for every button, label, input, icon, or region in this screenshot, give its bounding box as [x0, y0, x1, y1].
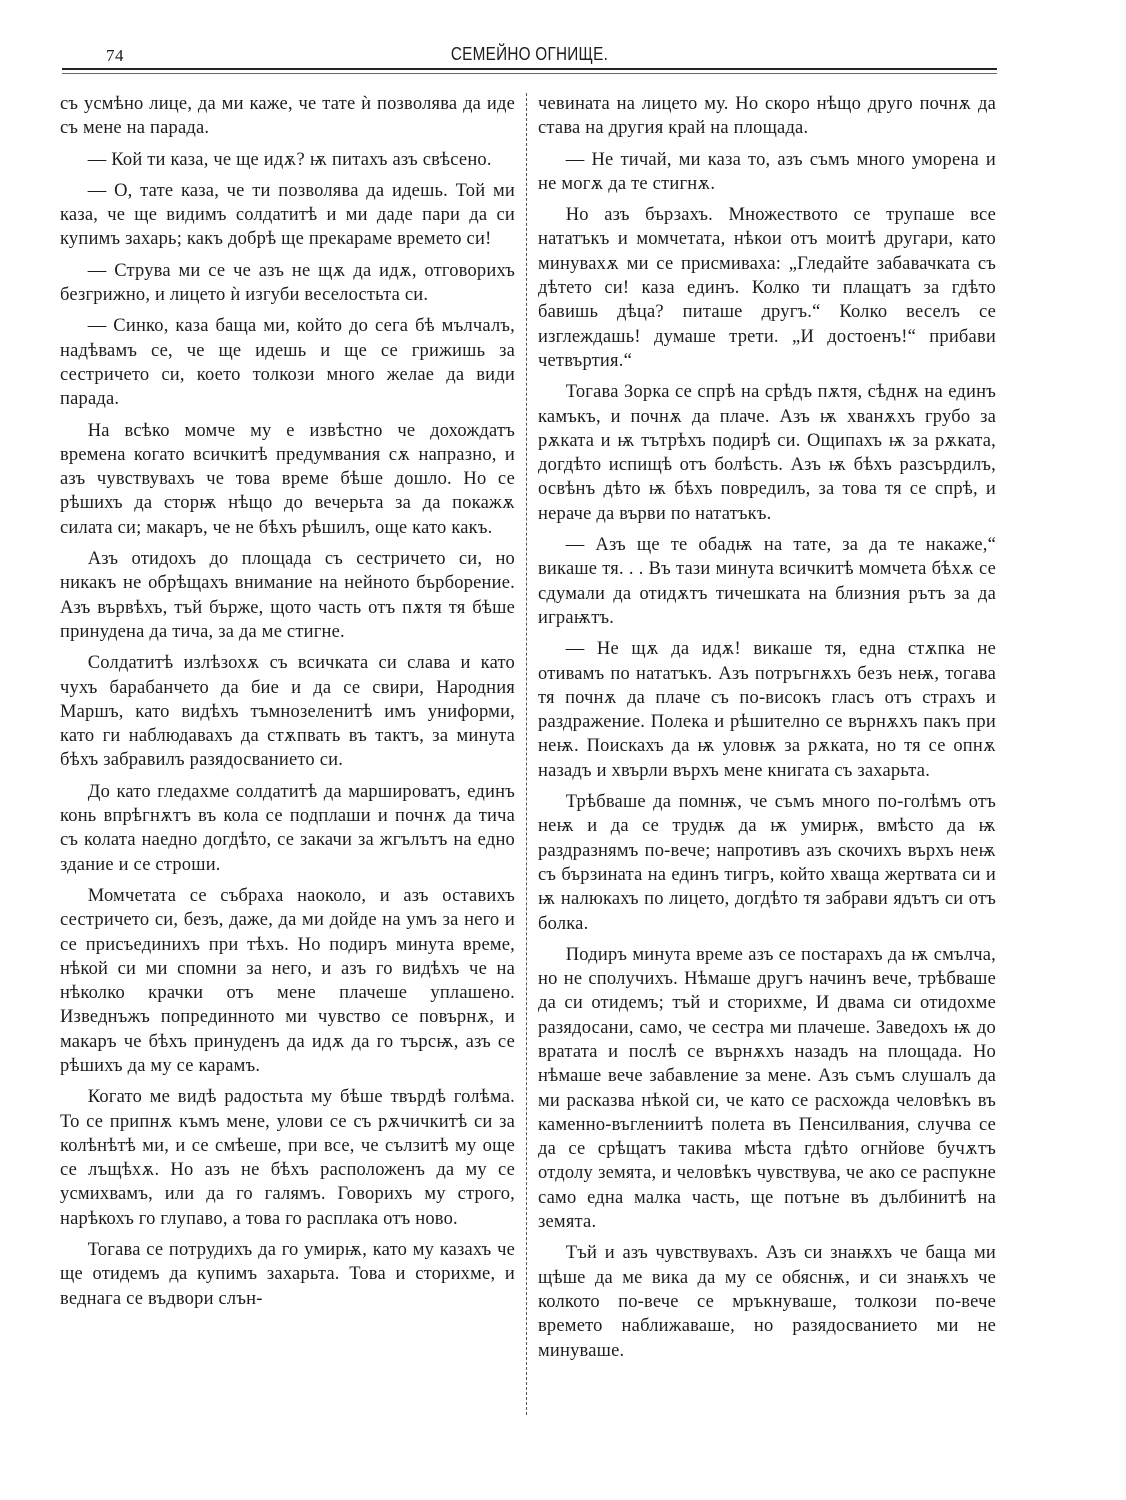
- paragraph: — Азъ ще те обадѭ на тате, за да те накаже,“ викаше тя. . . Въ тази минута всичкитѣ момчета бѣхѫ се сдумали да отидѫтъ тичешката на близния рътъ за да играѭтъ.: [538, 535, 996, 628]
- paragraph: Тогава Зорка се спрѣ на срѣдъ пѫтя, сѣднѫ на единъ камъкъ, и почнѫ да плаче. Азъ ѭ хванѫхъ грубо за рѫката и ѭ тътрѣхъ подирѣ си. Ощипахъ ѭ за рѫката, догдѣто испищѣ отъ болѣсть. Азъ ѭ бѣхъ разсърдилъ, освѣнъ дѣто ѭ бѣхъ повредилъ, за това тя се спрѣ, и нераче да върви по нататъкъ.: [538, 382, 996, 524]
- paragraph: — О, тате каза, че ти позволява да идешь. Той ми каза, че ще видимъ солдатитѣ и ми даде пари да си купимъ захарь; какъ добрѣ ще прекараме времето си!: [60, 180, 515, 250]
- header-rule-thin: [62, 73, 997, 74]
- paragraph: — Струва ми се че азъ не щѫ да идѫ, отговорихъ безгрижно, и лицето ѝ изгуби веселостьта си.: [60, 260, 515, 306]
- column-divider: [526, 93, 527, 1415]
- page-header: [62, 40, 997, 70]
- paragraph: Азъ отидохъ до площада съ сестричето си, но никакъ не обрѣщахъ внимание на нейното бърборение. Азъ вървѣхъ, тъй бърже, щото часть отъ пѫтя тя бѣше принудена да тича, за да ме стигне.: [60, 549, 515, 642]
- running-title: СЕМЕЙНО ОГНИЩЕ.: [450, 44, 609, 64]
- right-column: [538, 92, 996, 1370]
- paragraph: — Не тичай, ми каза то, азъ съмъ много уморена и не могѫ да те стигнѫ.: [538, 149, 996, 194]
- paragraph: Подиръ минута време азъ се постарахъ да ѭ смълча, но не сполучихъ. Нѣмаше другъ начинъ вече, трѣбваше да си отидемъ; тъй и сторихме, И двама си отидохме разядосани, само, че сестра ми плачеше. Заведохъ ѭ до вратата и послѣ се върнѫхъ назадъ на площада. Но нѣмаше вече забавление за мене. Азъ съмъ слушалъ да ми расказва нѣкой си, че като се расхожда человѣкъ въ каменно-въглениитѣ полета въ Пенсилвания, случва се да се срѣщатъ такива мѣста гдѣто огнйове бучѫтъ отдолу земята, и человѣкъ чувствува, че ако се распукне само една малка часть, ще потъне въ дълбинитѣ на земята.: [538, 944, 996, 1233]
- paragraph: Тогава се потрудихъ да го умирѭ, като му казахъ че ще отидемъ да купимъ захарьта. Това и сторихме, и веднага се въдвори слън-: [60, 1240, 515, 1309]
- page-number: 74: [106, 46, 124, 65]
- paragraph: — Кой ти каза, че ще идѫ? ѭ питахъ азъ свѣсено.: [87, 149, 492, 170]
- paragraph: До като гледахме солдатитѣ да маршироватъ, единъ конь впрѣгнѫтъ въ кола се подплаши и почнѫ да тича съ колата наедно догдѣто, се закачи за жгълътъ на едно здание и се строши.: [60, 781, 515, 875]
- paragraph: Когато ме видѣ радостьта му бѣше твърдѣ голѣма. То се припнѫ къмъ мене, улови се съ рѫчичкитѣ си за колѣнѣтѣ ми, и се смѣеше, при все, че сълзитѣ му още се лъщѣхѫ. Но азъ не бѣхъ расположенъ да му се усмихвамъ, или да го галямъ. Говорихъ му строго, нарѣкохъ го глупаво, а това го расплака отъ ново.: [60, 1087, 515, 1229]
- paragraph: Тъй и азъ чувствувахъ. Азъ си знаѭхъ че баща ми щѣше да ме вика да му се обяснѭ, и си знаѭхъ че колкото по-вече се мръкнуваше, толкози по-вече времето наближаваше, но разядосванието ми не минуваше.: [538, 1243, 996, 1361]
- paragraph: — Не щѫ да идѫ! викаше тя, една стѫпка не отивамъ по нататъкъ. Азъ потръгнѫхъ безъ неѭ, тогава тя почнѫ да плаче съ по-високъ гласъ отъ страхъ и раздражение. Полека и рѣшително се върнѫхъ пакъ при неѭ. Поискахъ да ѭ уловѭ за рѫката, но тя се опнѫ назадъ и хвърли върхъ мене книгата съ захарьта.: [538, 639, 996, 781]
- paragraph: На всѣко момче му е извѣстно че дохождатъ времена когато всичкитѣ предумвания сѫ напразно, и азъ чувствувахъ че това време бѣше дошло. Но се рѣшихъ да сторѭ нѣщо до вечерьта за да покажѫ силата си; макаръ, че не бѣхъ рѣшилъ, още като какъ.: [60, 420, 515, 538]
- paragraph: чевината на лицето му. Но скоро нѣщо друго почнѫ да става на другия край на площада.: [538, 94, 996, 139]
- paragraph: Момчетата се събраха наоколо, и азъ оставихъ сестричето си, безъ, даже, да ми дойде на умъ за него и се присъединихъ при тѣхъ. Но подиръ минута време, нѣкой си ми спомни за него, и азъ го видѣхъ че на нѣколко крачки отъ мене плачеше уплашено. Изведнъжъ попрединното ми чувство се повърнѫ, и макаръ че бѣхъ принуденъ да идѫ да го търсѭ, азъ се рѣшихъ да му се карамъ.: [60, 885, 515, 1076]
- left-column: [60, 92, 515, 1318]
- paragraph: Солдатитѣ излѣзохѫ съ всичката си слава и като чухъ барабанчето да бие и да се свири, Народния Маршъ, като видѣхъ тъмнозеленитѣ имъ униформи, като ги наблюдавахъ да стѫпвать въ тактъ, за минута бѣхъ забравилъ разядосванието си.: [60, 653, 515, 771]
- paragraph: Но азъ бързахъ. Множеството се трупаше все нататъкъ и момчетата, нѣкои отъ моитѣ другари, като минувахѫ ми се присмиваха: „Гледайте забавачката съ дѣтето си! каза единъ. Колко ти плащатъ за гдѣто бавишь дѣца? питаше другъ.“ Колко веселъ се изглеждашь! думаше трети. „И достоенъ!“ прибави четвъртия.“: [538, 205, 996, 371]
- header-rule: [62, 68, 997, 70]
- paragraph: съ усмѣно лице, да ми каже, че тате ѝ позволява да иде съ мене на парада.: [60, 94, 515, 139]
- paragraph: Трѣбваше да помнѭ, че съмъ много по-голѣмъ отъ неѭ и да се трудѭ да ѭ умирѭ, вмѣсто да ѭ раздразнямъ по-вече; напротивъ азъ скочихъ върхъ неѭ съ бързината на единъ тигръ, който хваща жертвата си и ѭ налюкахъ по лицето, догдѣто тя забрави ядътъ си отъ болка.: [538, 792, 996, 934]
- paragraph: — Синко, каза баща ми, който до сега бѣ мълчалъ, надѣвамъ се, че ще идешь и ще се грижишь за сестричето си, което толкози много желае да види парада.: [60, 316, 515, 410]
